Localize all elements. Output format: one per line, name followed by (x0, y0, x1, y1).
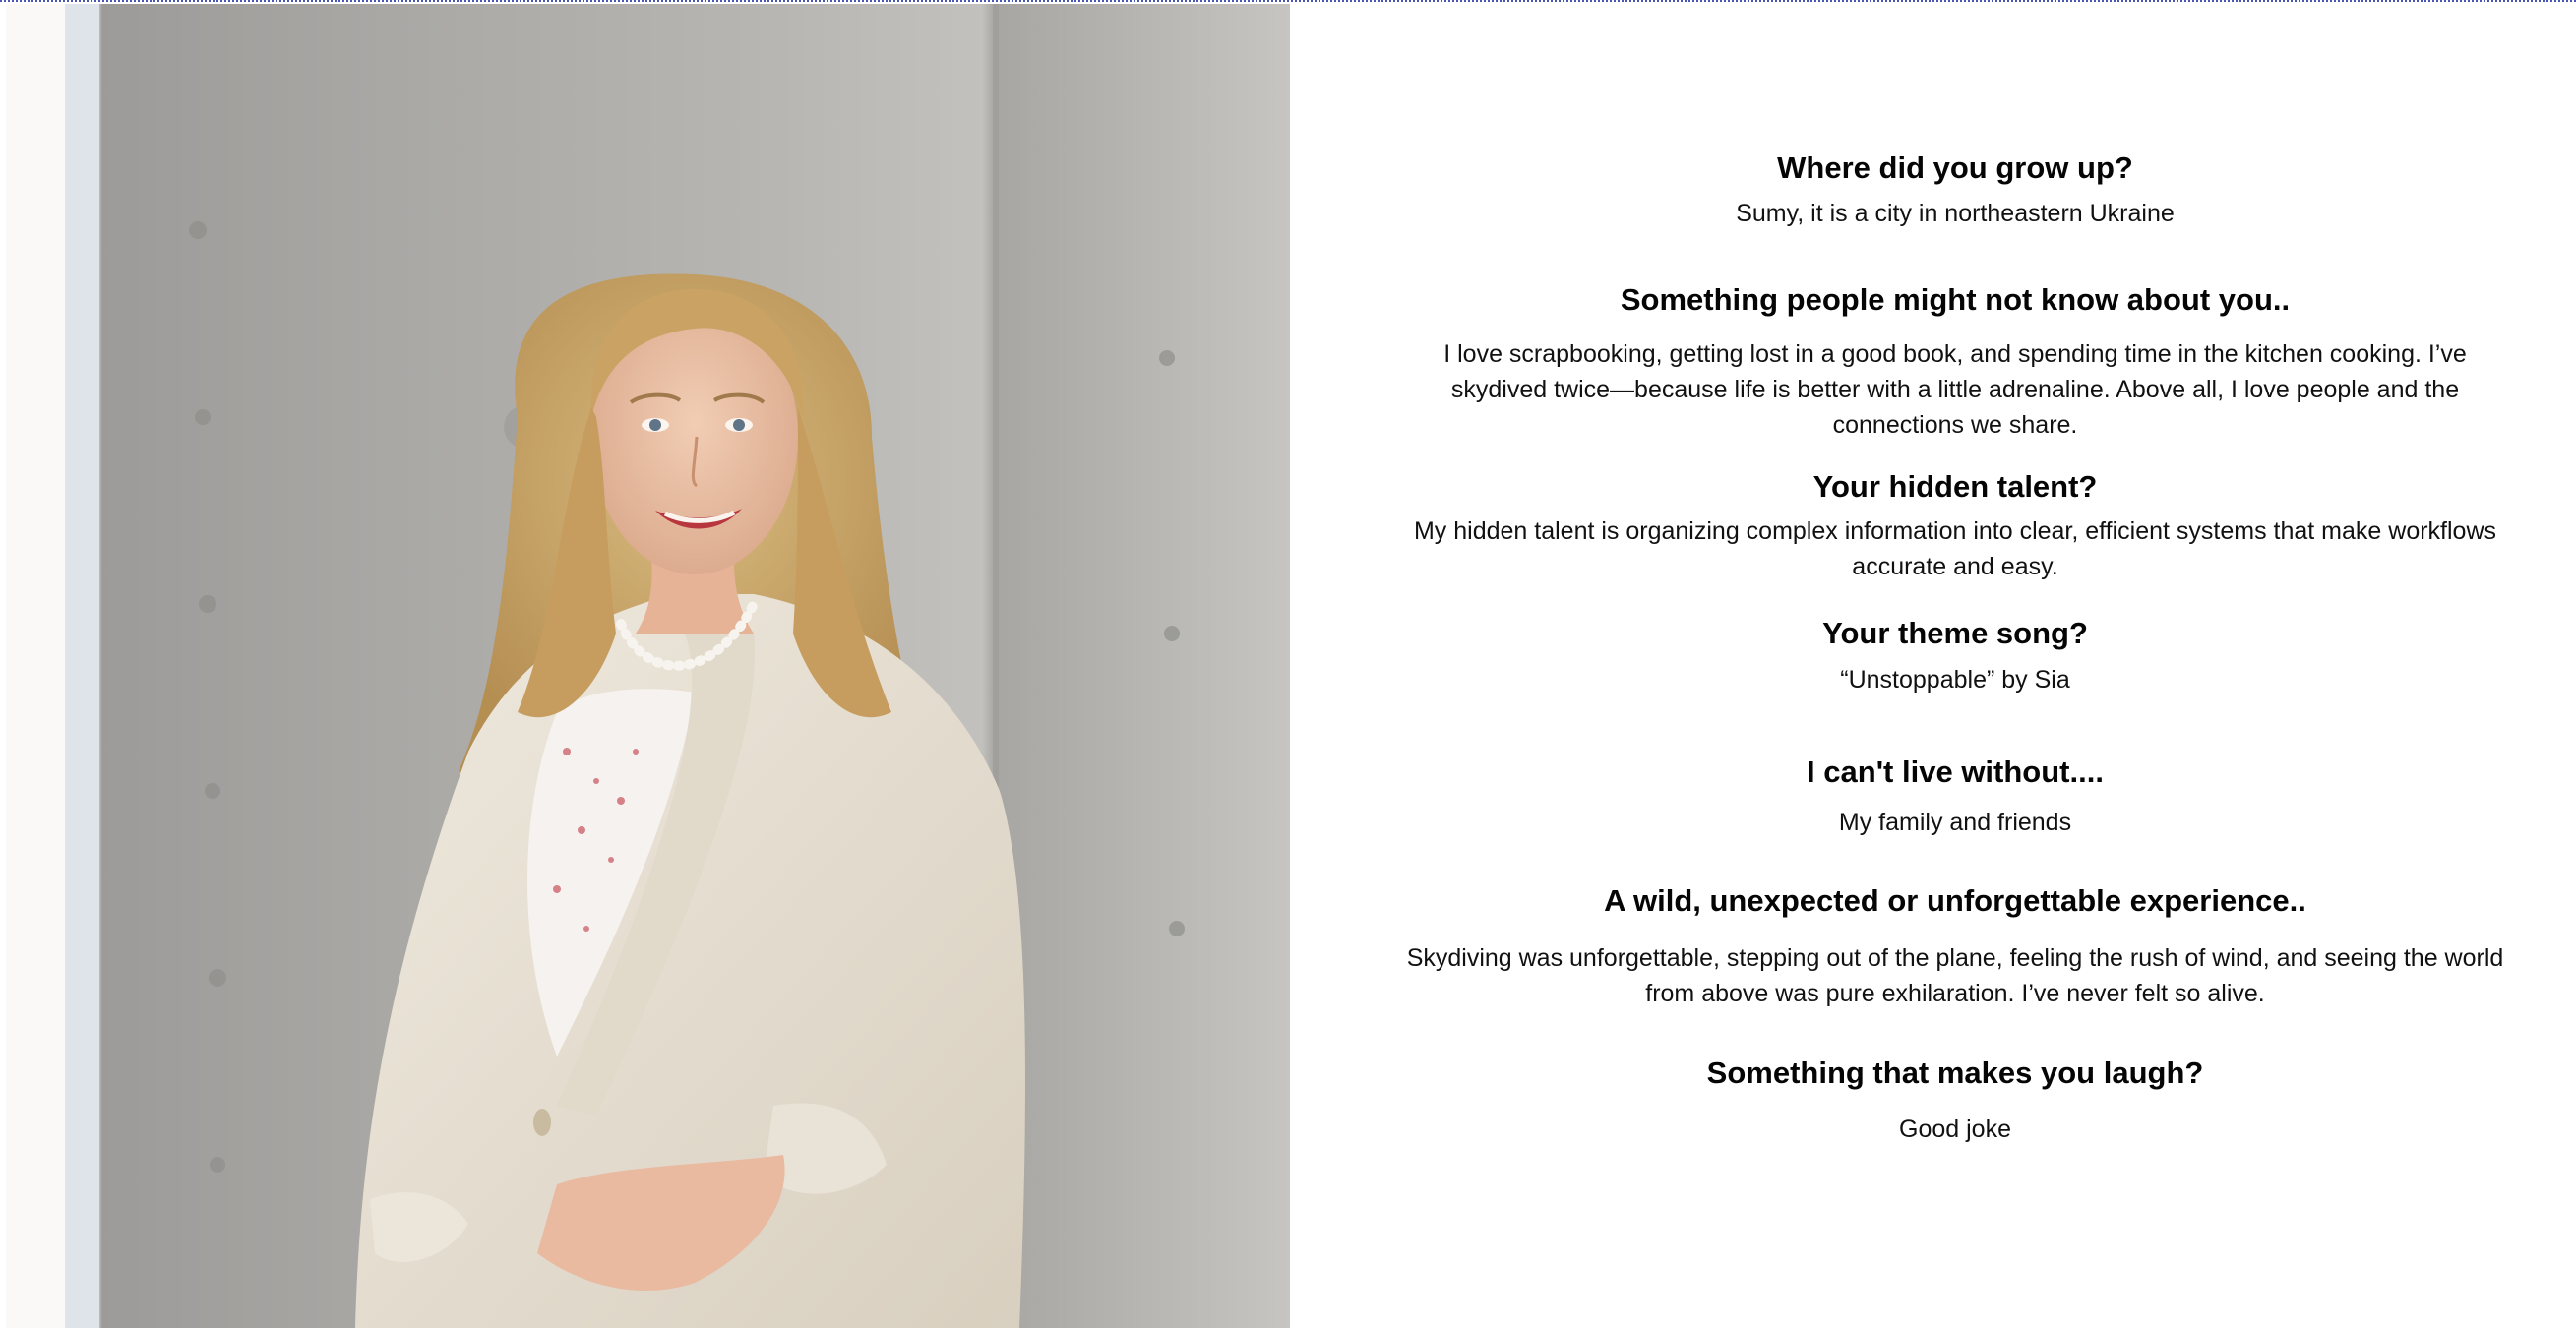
answer-grow-up: Sumy, it is a city in northeastern Ukraine (1736, 200, 2175, 227)
question-makes-you-laugh: Something that makes you laugh? (1706, 1056, 2204, 1090)
question-grow-up: Where did you grow up? (1777, 151, 2133, 185)
answer-hidden-talent: My hidden talent is organizing complex information into clear, efficient systems that make workflows accurate and easy. (1413, 517, 2497, 580)
answer-unforgettable-experience: Skydiving was unforgettable, stepping out of the plane, feeling the rush of wind, and seeing the world from above was pure exhilaration. I’ve never felt so alive. (1406, 944, 2504, 1007)
answer-cant-live-without: My family and friends (1838, 809, 2072, 836)
question-cant-live-without: I can't live without.... (1807, 755, 2104, 789)
question-hidden-talent: Your hidden talent? (1812, 469, 2098, 504)
question-theme-song: Your theme song? (1822, 616, 2088, 650)
qa-section (1350, 0, 2560, 1328)
answer-theme-song: “Unstoppable” by Sia (1840, 666, 2070, 694)
portrait-photo (6, 4, 1290, 1328)
portrait-illustration (6, 4, 1290, 1328)
answer-people-might-not-know: I love scrapbooking, getting lost in a good book, and spending time in the kitchen cooking. I’ve skydived twice—because life is better with a little adrenaline. Above all, I love people and the connections we share. (1443, 340, 2467, 439)
question-unforgettable-experience: A wild, unexpected or unforgettable experience.. (1604, 883, 2306, 918)
question-people-might-not-know: Something people might not know about you.. (1620, 282, 2291, 317)
answer-makes-you-laugh: Good joke (1899, 1116, 2011, 1143)
